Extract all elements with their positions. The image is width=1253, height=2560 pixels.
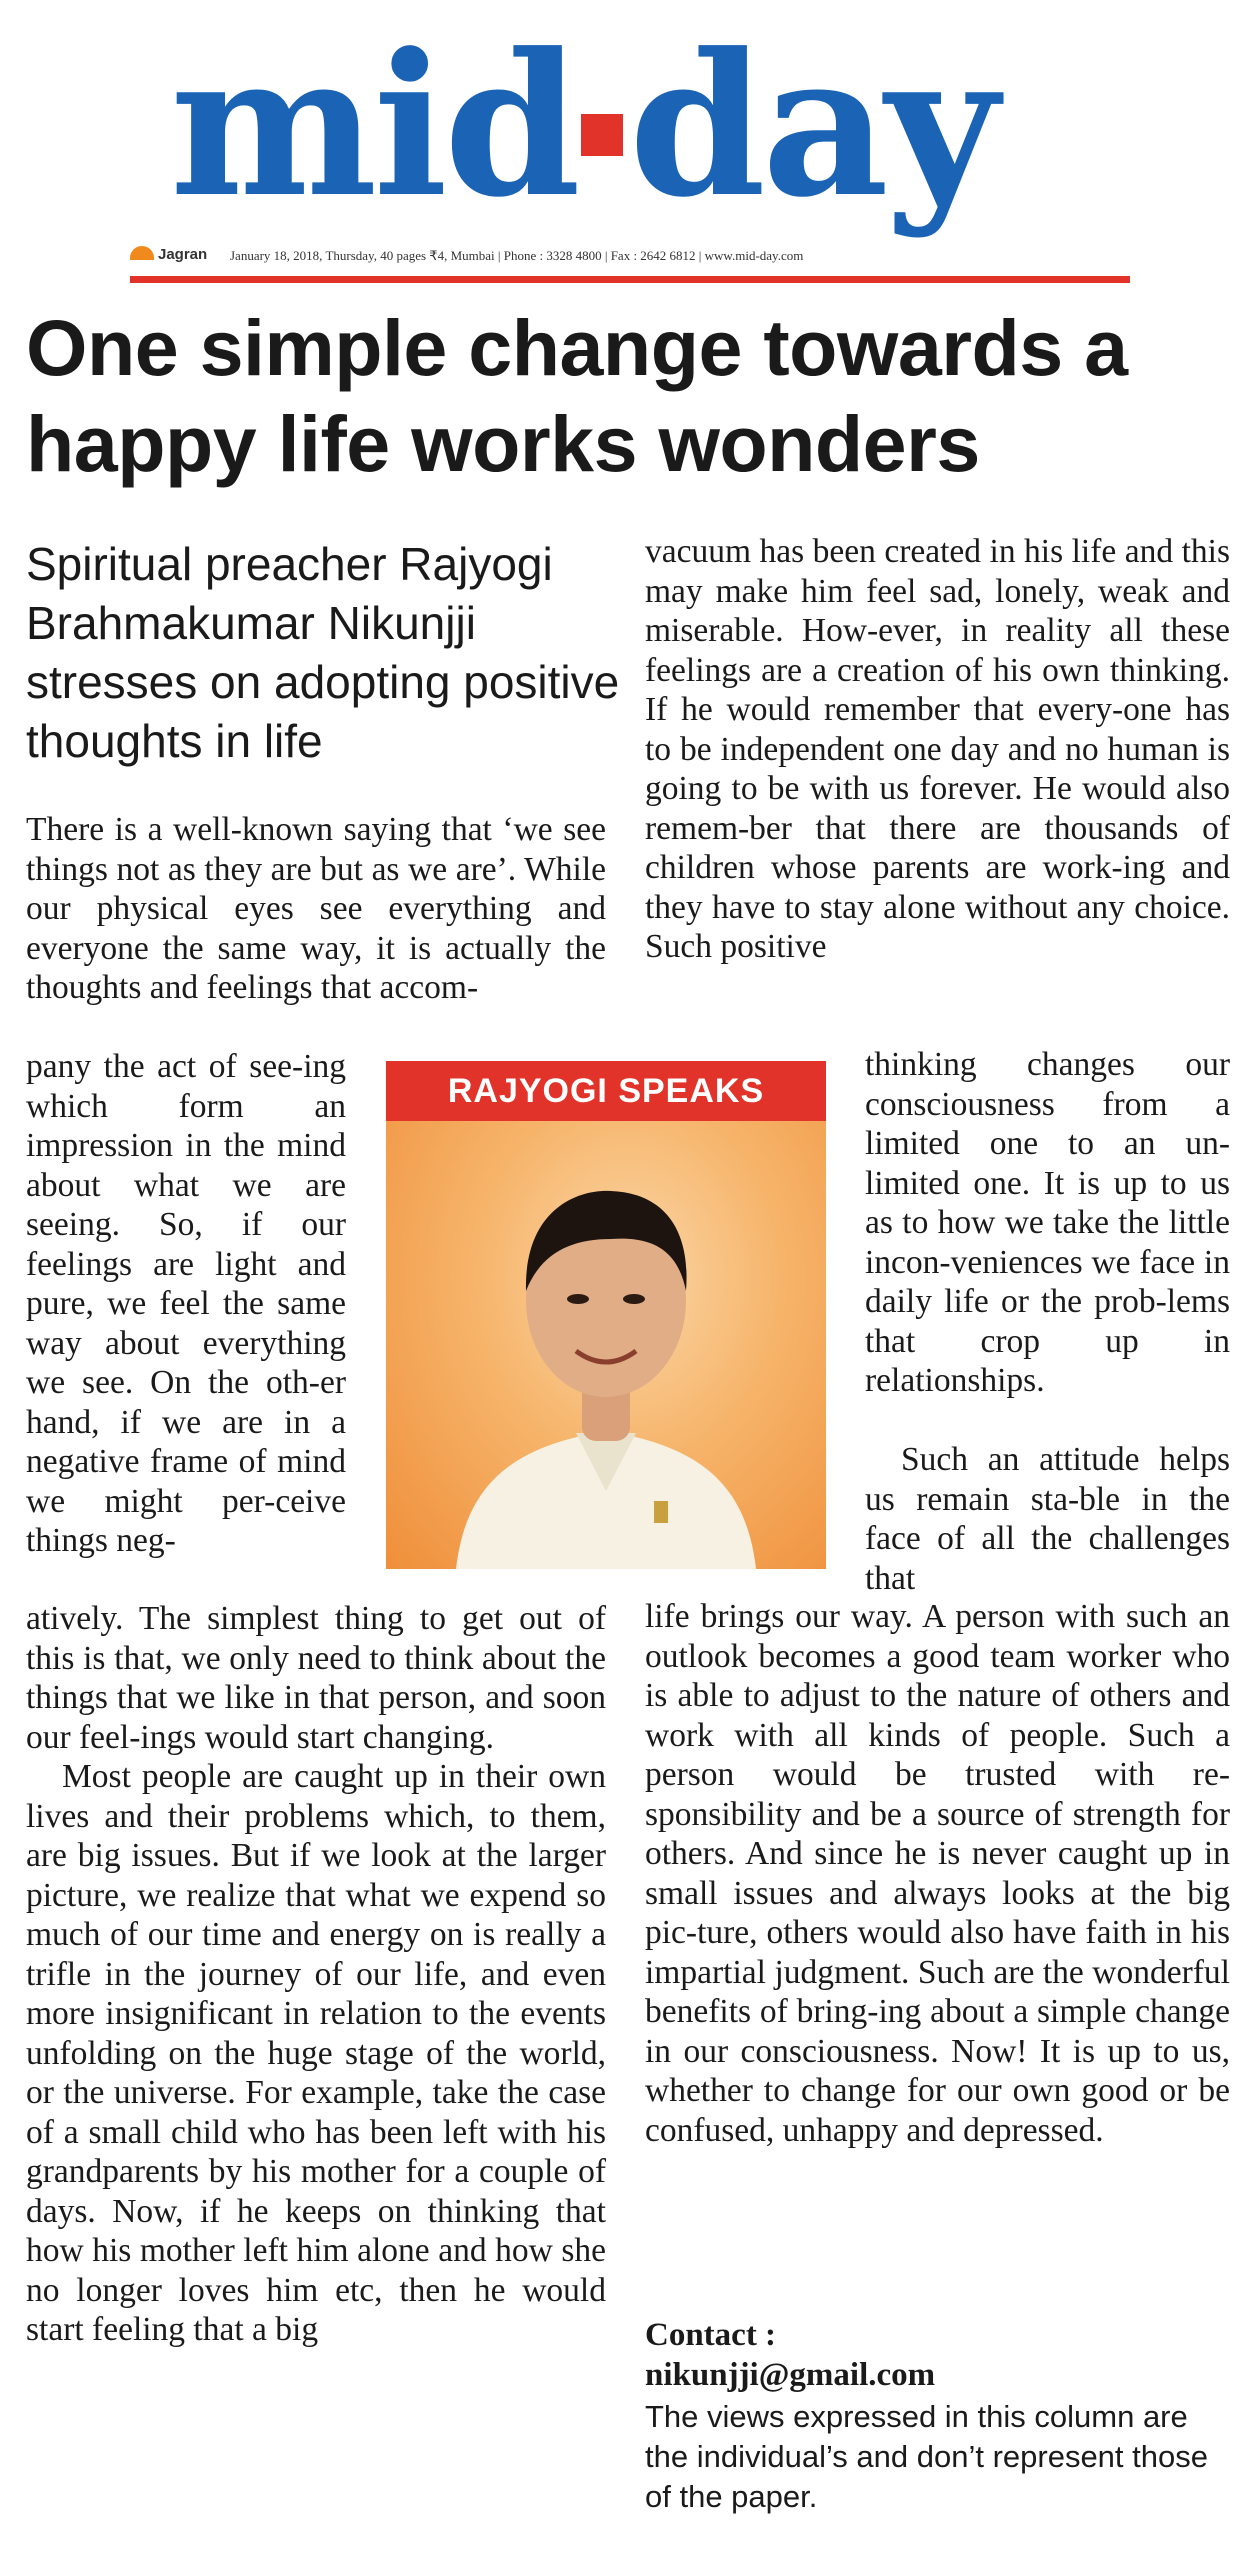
disclaimer: The views expressed in this column are the individual’s and don’t represent those of the paper. (645, 2399, 1208, 2514)
portrait-eye-right (623, 1294, 645, 1304)
masthead-rule (130, 276, 1130, 283)
portrait-photo (386, 1061, 826, 1569)
headline: One simple change towards a happy life works wonders (26, 303, 1128, 488)
dateline-row (130, 246, 1130, 272)
logo-text-left: mid (170, 11, 577, 241)
col2-wrap2 (865, 1440, 1230, 1598)
photo-header: RAJYOGI SPEAKS (386, 1061, 826, 1121)
logo-dot (581, 114, 623, 156)
photo-box (386, 1061, 826, 1569)
dateline: January 18, 2018, Thursday, 40 pages ₹4, Mumbai | Phone : 3328 4800 | Fax : 2642 6812 | www.mid-day.com (230, 248, 804, 263)
col2-bottom-text: life brings our way. A person with such an outlook becomes a good team worker who is able to adjust to the nature of others and work with all kinds of people. Such a person would be trusted with re-sponsibility and be a source of strength for others. And since he is never caught up in small issues and always looks at the big pic-ture, others would also have faith in his impartial judgment. Such are the wonderful benefits of bring-ing about a simple change in our consciousness. Now! It is up to us, whether to change for our own good or be confused, unhappy and depressed. (645, 1598, 1230, 2149)
col1-para1-wrap-text: pany the act of see-ing which form an impression in the mind about what we are seeing. So, if our feelings are light and pure, we feel the same way about everything we see. On the oth-er hand, if we are in a negative frame of mind we might per-ceive things neg- (26, 1048, 346, 1559)
col1-para1-end-text: atively. The simplest thing to get out of this is that, we only need to think about the things that we like in that person, and soon our feel-ings would start changing. (26, 1600, 606, 1756)
publisher-name: Jagran (158, 246, 208, 263)
portrait-badge (654, 1501, 668, 1523)
masthead (130, 11, 1130, 268)
mid-day-logo (170, 11, 995, 241)
col2-bottom (645, 1597, 1230, 2150)
contact-label: Contact : (645, 2317, 777, 2353)
col1-para2 (26, 1757, 606, 2350)
col1-para2-text: Most people are caught up in their own lives and their problems which, to them, are big issues. But if we look at the larger picture, we realize that what we expend so much of our time and energy on is really a trifle in the journey of our life, and even more insignificant in relation to the events unfolding on the huge stage of the world, or the universe. For example, take the case of a small child who has been left with his grandparents by his mother for a couple of days. Now, if he keeps on thinking that how his mother left him alone and how she no longer loves him etc, then he would start feeling that a big (26, 1758, 606, 2348)
col1-para1-top (26, 810, 606, 1008)
col2-wrap1 (865, 1045, 1230, 1401)
logo-text-right: day (628, 11, 995, 241)
col1-para1-wrap (26, 1047, 346, 1561)
portrait-eye-left (567, 1294, 589, 1304)
col2-wrap2-text: Such an attitude helps us remain sta-ble in the face of all the challenges that (865, 1441, 1230, 1597)
col1-para1-top-text: There is a well-known saying that ‘we see things not as they are but as we are’. While our physical eyes see everything and everyone the same way, it is actually the thoughts and feelings that accom- (26, 811, 606, 1006)
col2-wrap1-text: thinking changes our consciousness from a limited one to an un-limited one. It is up to us as to how we take the little incon-veniences we face in daily life or the prob-lems that crop up in relationships. (865, 1046, 1230, 1399)
col2-top-text: vacuum has been created in his life and this may make him feel sad, lonely, weak and miserable. How-ever, in reality all these feelings are a creation of his own thinking. If he would remember that every-one has to be independent one day and no human is going to be with us forever. He would also remem-ber that there are thousands of children whose parents are work-ing and they have to stay alone without any choice. Such positive (645, 533, 1230, 965)
col2-top (645, 532, 1230, 967)
sun-icon (130, 246, 154, 260)
jagran-logo (130, 246, 207, 263)
contact-email[interactable]: nikunjji@gmail.com (645, 2357, 936, 2393)
deck: Spiritual preacher Rajyogi Brahmakumar Nikunjji stresses on adopting positive thoughts in life (26, 538, 620, 767)
col1-para1-end (26, 1599, 606, 1757)
